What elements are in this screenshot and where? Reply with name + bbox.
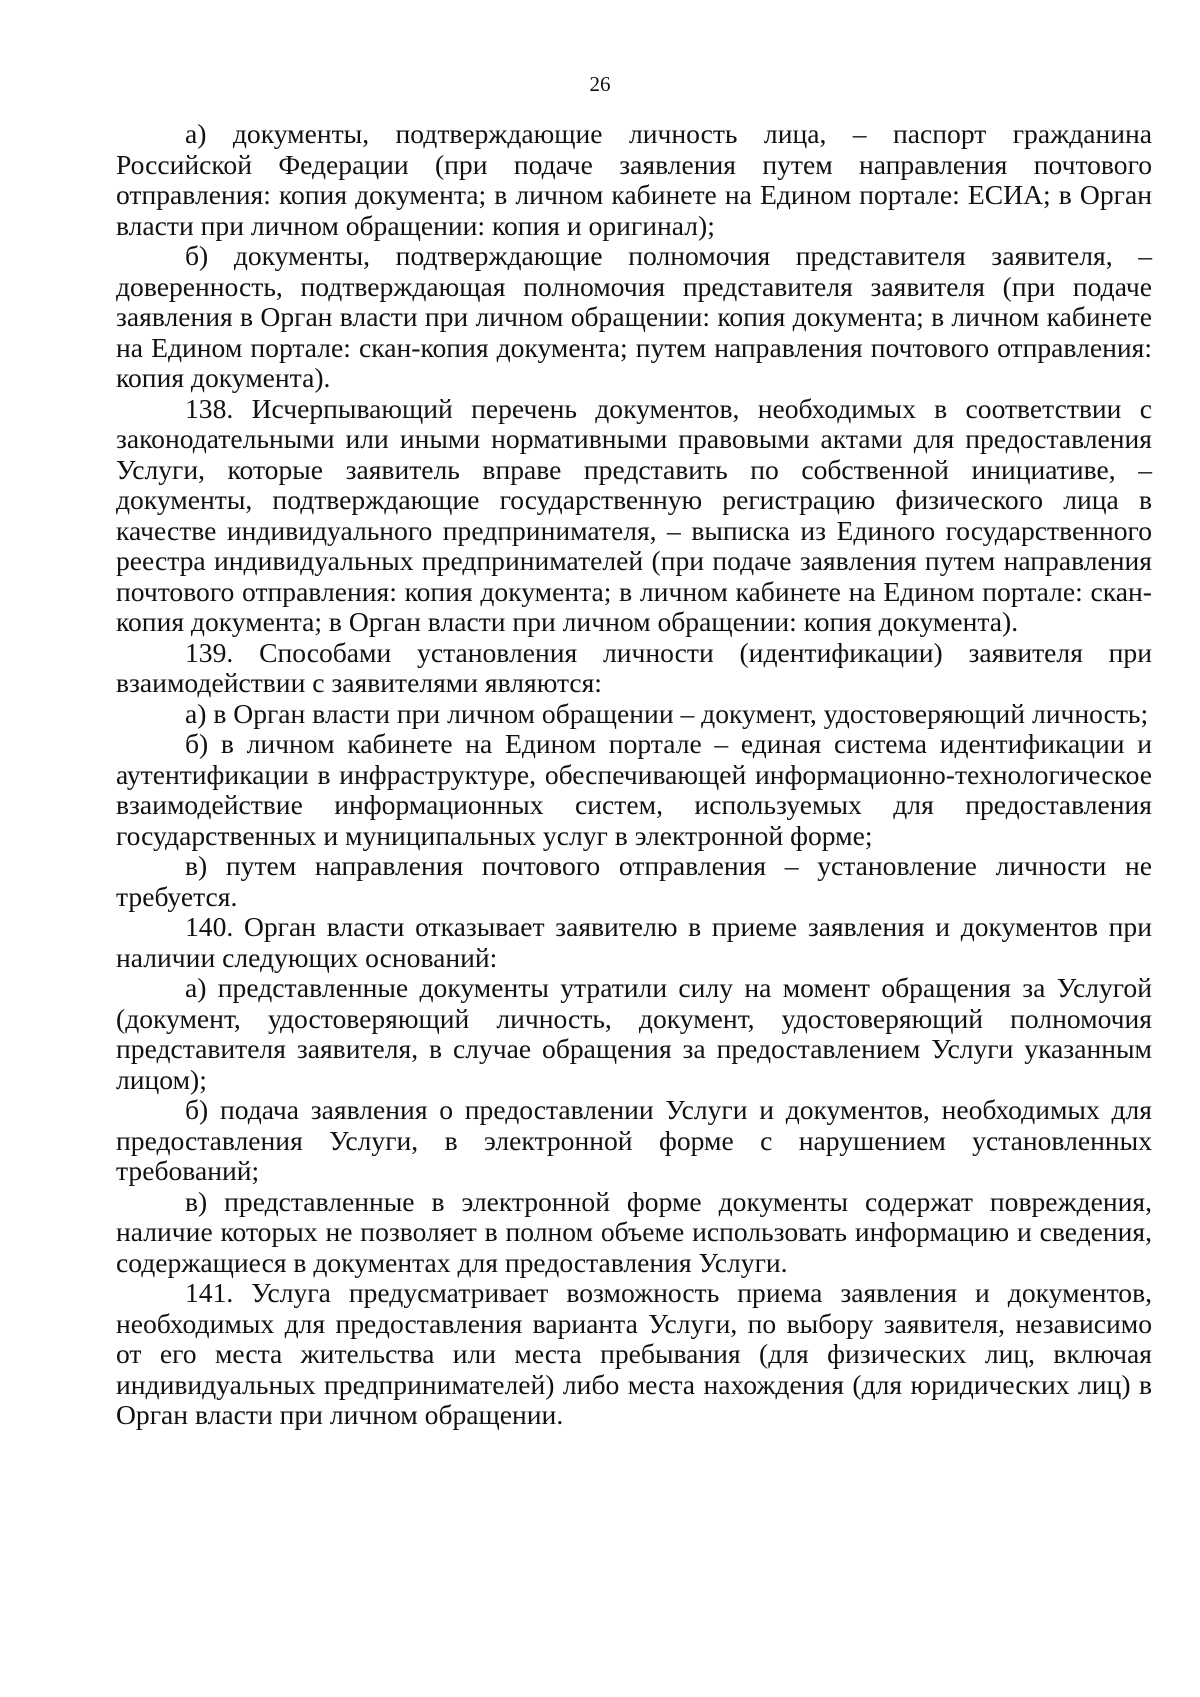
page-number: 26 — [589, 72, 611, 96]
paragraph-141: 141. Услуга предусматривает возможность приема заявления и документов, необходимых для предоставления варианта Услуги, по выбору заявителя, независимо от его места жительства или места пребывания (для физических лиц, включая индивидуальных предпринимателей) либо места нахождения (для юридических лиц) в Орган власти при личном обращении. — [116, 1277, 1152, 1430]
paragraph-137b: б) документы, подтверждающие полномочия представителя заявителя, – доверенность, подтверждающая полномочия представителя заявителя (при подаче заявления в Орган власти при личном обращении: копия документа; в личном кабинете на Едином портале: скан-копия документа; путем направления почтового отправления: копия документа). — [116, 240, 1152, 393]
paragraph-139c: в) путем направления почтового отправления – установление личности не требуется. — [116, 850, 1152, 912]
paragraph-138: 138. Исчерпывающий перечень документов, необходимых в соответствии с законодательными или иными нормативными правовыми актами для предоставления Услуги, которые заявитель вправе представить по собственной инициативе, – документы, подтверждающие государственную регистрацию физического лица в качестве индивидуального предпринимателя, – выписка из Единого государственного реестра индивидуальных предпринимателей (при подаче заявления путем направления почтового отправления: копия документа; в личном кабинете на Едином портале: скан-копия документа; в Орган власти при личном обращении: копия документа). — [116, 392, 1152, 637]
paragraph-140a: а) представленные документы утратили силу на момент обращения за Услугой (документ, удостоверяющий личность, документ, удостоверяющий полномочия представителя заявителя, в случае обращения за предоставлением Услуги указанным лицом); — [116, 972, 1152, 1095]
paragraph-139a: а) в Орган власти при личном обращении – документ, удостоверяющий личность; — [185, 697, 1149, 729]
paragraph-139: 139. Способами установления личности (идентификации) заявителя при взаимодействии с заявителями являются: — [116, 636, 1152, 698]
paragraph-139b: б) в личном кабинете на Едином портале – единая система идентификации и аутентификации в инфраструктуре, обеспечивающей информационно-технологическое взаимодействие информационных систем, используемых для предоставления государственных и муниципальных услуг в электронной форме; — [116, 728, 1152, 851]
paragraph-140c: в) представленные в электронной форме документы содержат повреждения, наличие которых не позволяет в полном объеме использовать информацию и сведения, содержащиеся в документах для предоставления Услуги. — [116, 1185, 1152, 1278]
paragraph-137a: а) документы, подтверждающие личность лица, – паспорт гражданина Российской Федерации (при подаче заявления путем направления почтового отправления: копия документа; в личном кабинете на Едином портале: ЕСИА; в Орган власти при личном обращении: копия и оригинал); — [116, 118, 1152, 241]
paragraph-140: 140. Орган власти отказывает заявителю в приеме заявления и документов при наличии следующих оснований: — [116, 911, 1152, 973]
paragraph-140b: б) подача заявления о предоставлении Услуги и документов, необходимых для предоставления Услуги, в электронной форме с нарушением установленных требований; — [116, 1094, 1152, 1186]
document-body — [116, 119, 1152, 1431]
